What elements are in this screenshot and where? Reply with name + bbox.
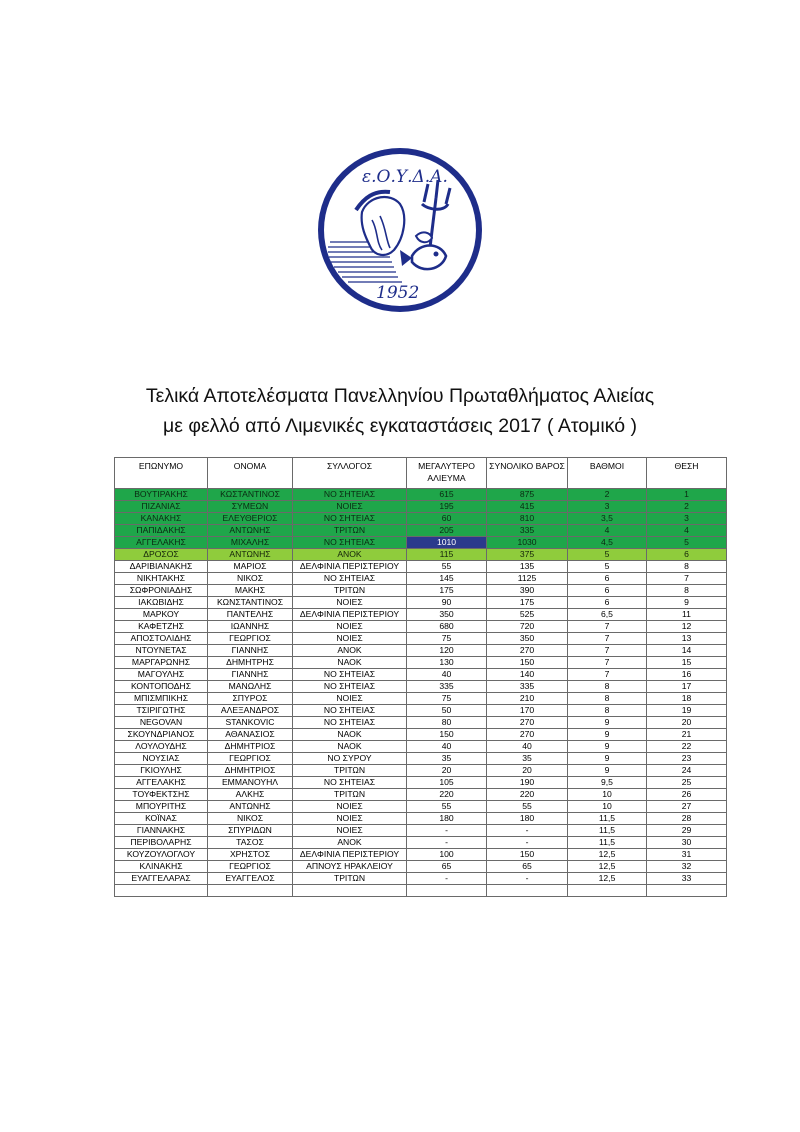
cell-first-name: ΣΠΥΡΟΣ [208,693,293,705]
cell-surname: ΚΟΪΝΑΣ [115,813,208,825]
table-row [115,537,727,549]
cell-points: 9 [568,741,647,753]
cell-surname: ΑΠΟΣΤΟΛΙΔΗΣ [115,633,208,645]
cell-points: 7 [568,669,647,681]
column-header-first-name: ΟΝΟΜΑ [208,458,293,489]
cell-club: ΝΟΙΕΣ [293,597,407,609]
cell-position: 2 [647,501,727,513]
table-row [115,513,727,525]
cell-position: 11 [647,609,727,621]
cell-largest-catch: 55 [407,801,487,813]
cell-position: 13 [647,633,727,645]
cell-largest-catch [407,885,487,897]
cell-surname: ΜΑΡΚΟΥ [115,609,208,621]
cell-surname: ΝΟΥΣΙΑΣ [115,753,208,765]
cell-total-weight: 350 [487,633,568,645]
cell-club: ΝΟ ΣΗΤΕΙΑΣ [293,537,407,549]
cell-club: ΤΡΙΤΩΝ [293,873,407,885]
cell-total-weight: 150 [487,657,568,669]
cell-points: 3,5 [568,513,647,525]
cell-first-name: ΓΕΩΡΓΙΟΣ [208,861,293,873]
cell-club: ΝΟΙΕΣ [293,501,407,513]
table-row [115,621,727,633]
cell-points: 3 [568,501,647,513]
cell-club: ΝΑΟΚ [293,657,407,669]
cell-total-weight: 270 [487,729,568,741]
cell-club: ΤΡΙΤΩΝ [293,789,407,801]
table-row [115,729,727,741]
cell-position: 17 [647,681,727,693]
table-row [115,657,727,669]
cell-points: 6 [568,597,647,609]
cell-largest-catch: 105 [407,777,487,789]
cell-largest-catch: 20 [407,765,487,777]
cell-total-weight [487,885,568,897]
cell-largest-catch: 175 [407,585,487,597]
cell-position: 3 [647,513,727,525]
table-row [115,573,727,585]
cell-surname: ΓΙΑΝΝΑΚΗΣ [115,825,208,837]
cell-first-name: ΜΑΝΩΛΗΣ [208,681,293,693]
cell-points: 8 [568,705,647,717]
cell-position: 7 [647,573,727,585]
cell-points: 12,5 [568,849,647,861]
column-header-club: ΣΥΛΛΟΓΟΣ [293,458,407,489]
cell-points: 10 [568,801,647,813]
cell-surname: ΙΑΚΩΒΙΔΗΣ [115,597,208,609]
cell-largest-catch: 180 [407,813,487,825]
cell-surname: ΕΥΑΓΓΕΛΑΡΑΣ [115,873,208,885]
table-row [115,765,727,777]
cell-total-weight: 390 [487,585,568,597]
cell-total-weight: 720 [487,621,568,633]
cell-surname: ΑΓΓΕΛΑΚΗΣ [115,777,208,789]
cell-total-weight: 270 [487,717,568,729]
cell-points: 12,5 [568,873,647,885]
header-row [115,458,727,489]
cell-position: 27 [647,801,727,813]
cell-club: ΝΟΙΕΣ [293,621,407,633]
table-row [115,705,727,717]
club-logo [316,146,484,314]
table-row [115,633,727,645]
cell-points: 7 [568,633,647,645]
cell-first-name: ΕΛΕΥΘΕΡΙΟΣ [208,513,293,525]
cell-total-weight: - [487,837,568,849]
cell-position: 29 [647,825,727,837]
cell-largest-catch: 195 [407,501,487,513]
cell-points: 11,5 [568,825,647,837]
column-header-largest-catch: ΜΕΓΑΛΥΤΕΡΟ ΑΛΙΕΥΜΑ [407,458,487,489]
cell-surname: ΠΑΠΙΔΑΚΗΣ [115,525,208,537]
cell-largest-catch: 615 [407,489,487,501]
cell-points: 9 [568,753,647,765]
cell-position: 19 [647,705,727,717]
cell-largest-catch: 40 [407,669,487,681]
table-row [115,837,727,849]
cell-position: 4 [647,525,727,537]
cell-points: 4 [568,525,647,537]
table-row [115,597,727,609]
cell-surname: ΜΠΙΣΜΠΙΚΗΣ [115,693,208,705]
cell-club: ΝΟΙΕΣ [293,633,407,645]
cell-largest-catch: 150 [407,729,487,741]
column-header-position: ΘΕΣΗ [647,458,727,489]
results-table-body [115,489,727,897]
cell-position: 18 [647,693,727,705]
cell-total-weight: 1125 [487,573,568,585]
table-row [115,885,727,897]
cell-largest-catch: 90 [407,597,487,609]
cell-position: 24 [647,765,727,777]
cell-largest-catch: 100 [407,849,487,861]
cell-club: ΝΟ ΣΗΤΕΙΑΣ [293,681,407,693]
table-row [115,849,727,861]
cell-first-name: STANKOVIC [208,717,293,729]
cell-surname: ΜΠΟΥΡΙΤΗΣ [115,801,208,813]
table-row [115,777,727,789]
cell-club: ΑΝΟΚ [293,645,407,657]
cell-surname: ΚΛΙΝΑΚΗΣ [115,861,208,873]
table-row [115,645,727,657]
cell-first-name: ΓΕΩΡΓΙΟΣ [208,753,293,765]
table-row [115,717,727,729]
cell-surname: ΚΑΝΑΚΗΣ [115,513,208,525]
cell-points: 8 [568,681,647,693]
cell-position: 30 [647,837,727,849]
page-title-line-2: με φελλό από Λιμενικές εγκαταστάσεις 2017 ( Ατομικό ) [163,415,637,437]
cell-points: 2 [568,489,647,501]
cell-largest-catch: 40 [407,741,487,753]
cell-largest-catch: 130 [407,657,487,669]
cell-total-weight: 190 [487,777,568,789]
cell-largest-catch: 55 [407,561,487,573]
cell-largest-catch: 205 [407,525,487,537]
table-row [115,681,727,693]
cell-first-name: ΙΩΑΝΝΗΣ [208,621,293,633]
table-row [115,801,727,813]
table-row [115,813,727,825]
cell-club: ΝΑΟΚ [293,741,407,753]
cell-points: 8 [568,693,647,705]
cell-total-weight: 175 [487,597,568,609]
table-row [115,825,727,837]
cell-club: ΝΟ ΣΥΡΟΥ [293,753,407,765]
cell-surname: ΓΚΙΟΥΛΗΣ [115,765,208,777]
cell-position: 15 [647,657,727,669]
cell-points: 11,5 [568,813,647,825]
cell-points [568,885,647,897]
cell-surname: ΣΚΟΥΝΔΡΙΑΝΟΣ [115,729,208,741]
cell-total-weight: 55 [487,801,568,813]
cell-club: ΝΟ ΣΗΤΕΙΑΣ [293,705,407,717]
cell-points: 9 [568,765,647,777]
cell-total-weight: 35 [487,753,568,765]
club-emblem-icon [316,146,484,314]
cell-surname: ΔΑΡΙΒΙΑΝΑΚΗΣ [115,561,208,573]
cell-first-name: ΑΘΑΝΑΣΙΟΣ [208,729,293,741]
cell-surname: ΚΟΥΖΟΥΛΟΓΛΟΥ [115,849,208,861]
column-header-total-weight: ΣΥΝΟΛΙΚΟ ΒΑΡΟΣ [487,458,568,489]
cell-total-weight: 170 [487,705,568,717]
cell-club: ΔΕΛΦΙΝΙΑ ΠΕΡΙΣΤΕΡΙΟΥ [293,849,407,861]
table-row [115,501,727,513]
logo-year: 1952 [376,283,420,303]
cell-first-name: ΧΡΗΣΤΟΣ [208,849,293,861]
cell-club: ΔΕΛΦΙΝΙΑ ΠΕΡΙΣΤΕΡΙΟΥ [293,609,407,621]
cell-first-name: ΚΩΝΣΤΑΝΤΙΝΟΣ [208,597,293,609]
cell-position: 5 [647,537,727,549]
table-row [115,741,727,753]
cell-surname: ΤΟΥΦΕΚΤΣΗΣ [115,789,208,801]
cell-first-name: ΔΗΜΗΤΡΙΟΣ [208,741,293,753]
cell-points: 7 [568,621,647,633]
cell-club [293,885,407,897]
cell-largest-catch: 350 [407,609,487,621]
cell-total-weight: 415 [487,501,568,513]
cell-total-weight: 375 [487,549,568,561]
cell-total-weight: 335 [487,525,568,537]
cell-club: ΤΡΙΤΩΝ [293,765,407,777]
cell-largest-catch: 680 [407,621,487,633]
cell-surname: ΤΣΙΡΙΓΩΤΗΣ [115,705,208,717]
cell-largest-catch: - [407,825,487,837]
cell-points: 9 [568,717,647,729]
cell-largest-catch: 65 [407,861,487,873]
logo-text: ε.Ο.Υ.Δ.Α. [362,167,448,187]
cell-first-name: ΔΗΜΗΤΡΙΟΣ [208,765,293,777]
cell-surname: ΚΑΦΕΤΖΗΣ [115,621,208,633]
cell-position: 26 [647,789,727,801]
cell-position: 12 [647,621,727,633]
cell-surname: ΛΟΥΛΟΥΔΗΣ [115,741,208,753]
cell-position: 33 [647,873,727,885]
cell-club: ΝΟ ΣΗΤΕΙΑΣ [293,717,407,729]
cell-club: ΝΟ ΣΗΤΕΙΑΣ [293,489,407,501]
cell-first-name: ΑΝΤΩΝΗΣ [208,525,293,537]
cell-position: 1 [647,489,727,501]
cell-surname: ΝΙΚΗΤΑΚΗΣ [115,573,208,585]
table-row [115,861,727,873]
cell-largest-catch: 75 [407,633,487,645]
cell-position: 9 [647,597,727,609]
cell-points: 9,5 [568,777,647,789]
cell-club: ΝΑΟΚ [293,729,407,741]
cell-club: ΝΟ ΣΗΤΕΙΑΣ [293,777,407,789]
cell-first-name: ΔΗΜΗΤΡΗΣ [208,657,293,669]
cell-total-weight: 210 [487,693,568,705]
cell-total-weight: 20 [487,765,568,777]
cell-position: 25 [647,777,727,789]
results-table [114,457,727,897]
table-row [115,693,727,705]
cell-largest-catch: 1010 [407,537,487,549]
cell-largest-catch: - [407,837,487,849]
cell-largest-catch: 35 [407,753,487,765]
cell-largest-catch: 115 [407,549,487,561]
cell-club: ΑΝΟΚ [293,837,407,849]
cell-club: ΝΟΙΕΣ [293,801,407,813]
cell-points: 10 [568,789,647,801]
table-row [115,789,727,801]
cell-first-name: ΠΑΝΤΕΛΗΣ [208,609,293,621]
cell-total-weight: 140 [487,669,568,681]
column-header-surname: ΕΠΩΝΥΜΟ [115,458,208,489]
cell-position: 31 [647,849,727,861]
cell-position [647,885,727,897]
cell-total-weight: 220 [487,789,568,801]
cell-surname [115,885,208,897]
cell-total-weight: 40 [487,741,568,753]
cell-largest-catch: 220 [407,789,487,801]
cell-surname: ΣΩΦΡΟΝΙΑΔΗΣ [115,585,208,597]
cell-position: 6 [647,549,727,561]
cell-largest-catch: 50 [407,705,487,717]
cell-club: ΔΕΛΦΙΝΙΑ ΠΕΡΙΣΤΕΡΙΟΥ [293,561,407,573]
cell-first-name: ΜΑΡΙΟΣ [208,561,293,573]
cell-first-name: ΚΩΣΤΑΝΤΙΝΟΣ [208,489,293,501]
table-row [115,549,727,561]
cell-surname: ΑΓΓΕΛΑΚΗΣ [115,537,208,549]
cell-surname: ΜΑΓΟΥΛΗΣ [115,669,208,681]
cell-largest-catch: 75 [407,693,487,705]
cell-points: 4,5 [568,537,647,549]
cell-surname: ΝΤΟΥΝΕΤΑΣ [115,645,208,657]
cell-first-name: ΜΑΚΗΣ [208,585,293,597]
cell-total-weight: 270 [487,645,568,657]
cell-total-weight: 180 [487,813,568,825]
cell-position: 8 [647,585,727,597]
cell-position: 22 [647,741,727,753]
cell-largest-catch: 145 [407,573,487,585]
cell-total-weight: 875 [487,489,568,501]
table-row [115,585,727,597]
cell-total-weight: 150 [487,849,568,861]
cell-first-name: ΝΙΚΟΣ [208,813,293,825]
cell-first-name: ΑΛΚΗΣ [208,789,293,801]
cell-first-name: ΣΠΥΡΙΔΩΝ [208,825,293,837]
cell-position: 28 [647,813,727,825]
table-row [115,609,727,621]
cell-largest-catch: 335 [407,681,487,693]
cell-largest-catch: 60 [407,513,487,525]
cell-club: ΝΟΙΕΣ [293,693,407,705]
cell-position: 21 [647,729,727,741]
cell-points: 6 [568,573,647,585]
cell-points: 5 [568,561,647,573]
table-row [115,753,727,765]
table-row [115,873,727,885]
cell-club: ΝΟ ΣΗΤΕΙΑΣ [293,513,407,525]
cell-first-name: ΣΥΜΕΩΝ [208,501,293,513]
cell-position: 20 [647,717,727,729]
cell-club: ΝΟ ΣΗΤΕΙΑΣ [293,669,407,681]
table-row [115,561,727,573]
cell-surname: ΜΑΡΓΑΡΩΝΗΣ [115,657,208,669]
cell-position: 23 [647,753,727,765]
cell-total-weight: - [487,873,568,885]
cell-first-name: ΑΝΤΩΝΗΣ [208,549,293,561]
page-title-line-1: Τελικά Αποτελέσματα Πανελληνίου Πρωταθλήματος Αλιείας [145,385,655,407]
cell-surname: ΠΙΖΑΝΙΑΣ [115,501,208,513]
cell-surname: ΔΡΟΣΟΣ [115,549,208,561]
cell-total-weight: 135 [487,561,568,573]
cell-points: 7 [568,657,647,669]
cell-points: 6,5 [568,609,647,621]
cell-club: ΤΡΙΤΩΝ [293,525,407,537]
cell-total-weight: - [487,825,568,837]
cell-position: 16 [647,669,727,681]
cell-surname: ΒΟΥΤΙΡΑΚΗΣ [115,489,208,501]
cell-total-weight: 525 [487,609,568,621]
cell-surname: ΠΕΡΙΒΟΛΑΡΗΣ [115,837,208,849]
cell-position: 32 [647,861,727,873]
cell-first-name: ΝΙΚΟΣ [208,573,293,585]
cell-club: ΝΟΙΕΣ [293,813,407,825]
cell-club: ΝΟΙΕΣ [293,825,407,837]
cell-total-weight: 65 [487,861,568,873]
cell-surname: ΚΟΝΤΟΠΟΔΗΣ [115,681,208,693]
table-row [115,525,727,537]
cell-total-weight: 335 [487,681,568,693]
results-table-header [115,458,727,489]
cell-total-weight: 1030 [487,537,568,549]
cell-club: ΝΟ ΣΗΤΕΙΑΣ [293,573,407,585]
cell-surname: NEGOVAN [115,717,208,729]
cell-position: 8 [647,561,727,573]
cell-club: ΑΝΟΚ [293,549,407,561]
table-row [115,489,727,501]
cell-first-name: ΕΥΑΓΓΕΛΟΣ [208,873,293,885]
cell-club: ΑΠΝΟΥΣ ΗΡΑΚΛΕΙΟΥ [293,861,407,873]
cell-first-name: ΓΙΑΝΝΗΣ [208,645,293,657]
cell-first-name: ΑΛΕΞΑΝΔΡΟΣ [208,705,293,717]
cell-first-name: ΜΙΧΑΛΗΣ [208,537,293,549]
cell-first-name: ΤΑΣΟΣ [208,837,293,849]
cell-position: 14 [647,645,727,657]
cell-largest-catch: - [407,873,487,885]
cell-first-name: ΓΙΑΝΝΗΣ [208,669,293,681]
cell-largest-catch: 80 [407,717,487,729]
cell-points: 6 [568,585,647,597]
cell-largest-catch: 120 [407,645,487,657]
cell-club: ΤΡΙΤΩΝ [293,585,407,597]
cell-points: 12,5 [568,861,647,873]
cell-points: 7 [568,645,647,657]
cell-first-name: ΕΜΜΑΝΟΥΗΛ [208,777,293,789]
table-row [115,669,727,681]
cell-first-name [208,885,293,897]
cell-points: 9 [568,729,647,741]
cell-points: 11,5 [568,837,647,849]
cell-first-name: ΓΕΩΡΓΙΟΣ [208,633,293,645]
column-header-points: ΒΑΘΜΟΙ [568,458,647,489]
cell-total-weight: 810 [487,513,568,525]
cell-first-name: ΑΝΤΩΝΗΣ [208,801,293,813]
cell-points: 5 [568,549,647,561]
